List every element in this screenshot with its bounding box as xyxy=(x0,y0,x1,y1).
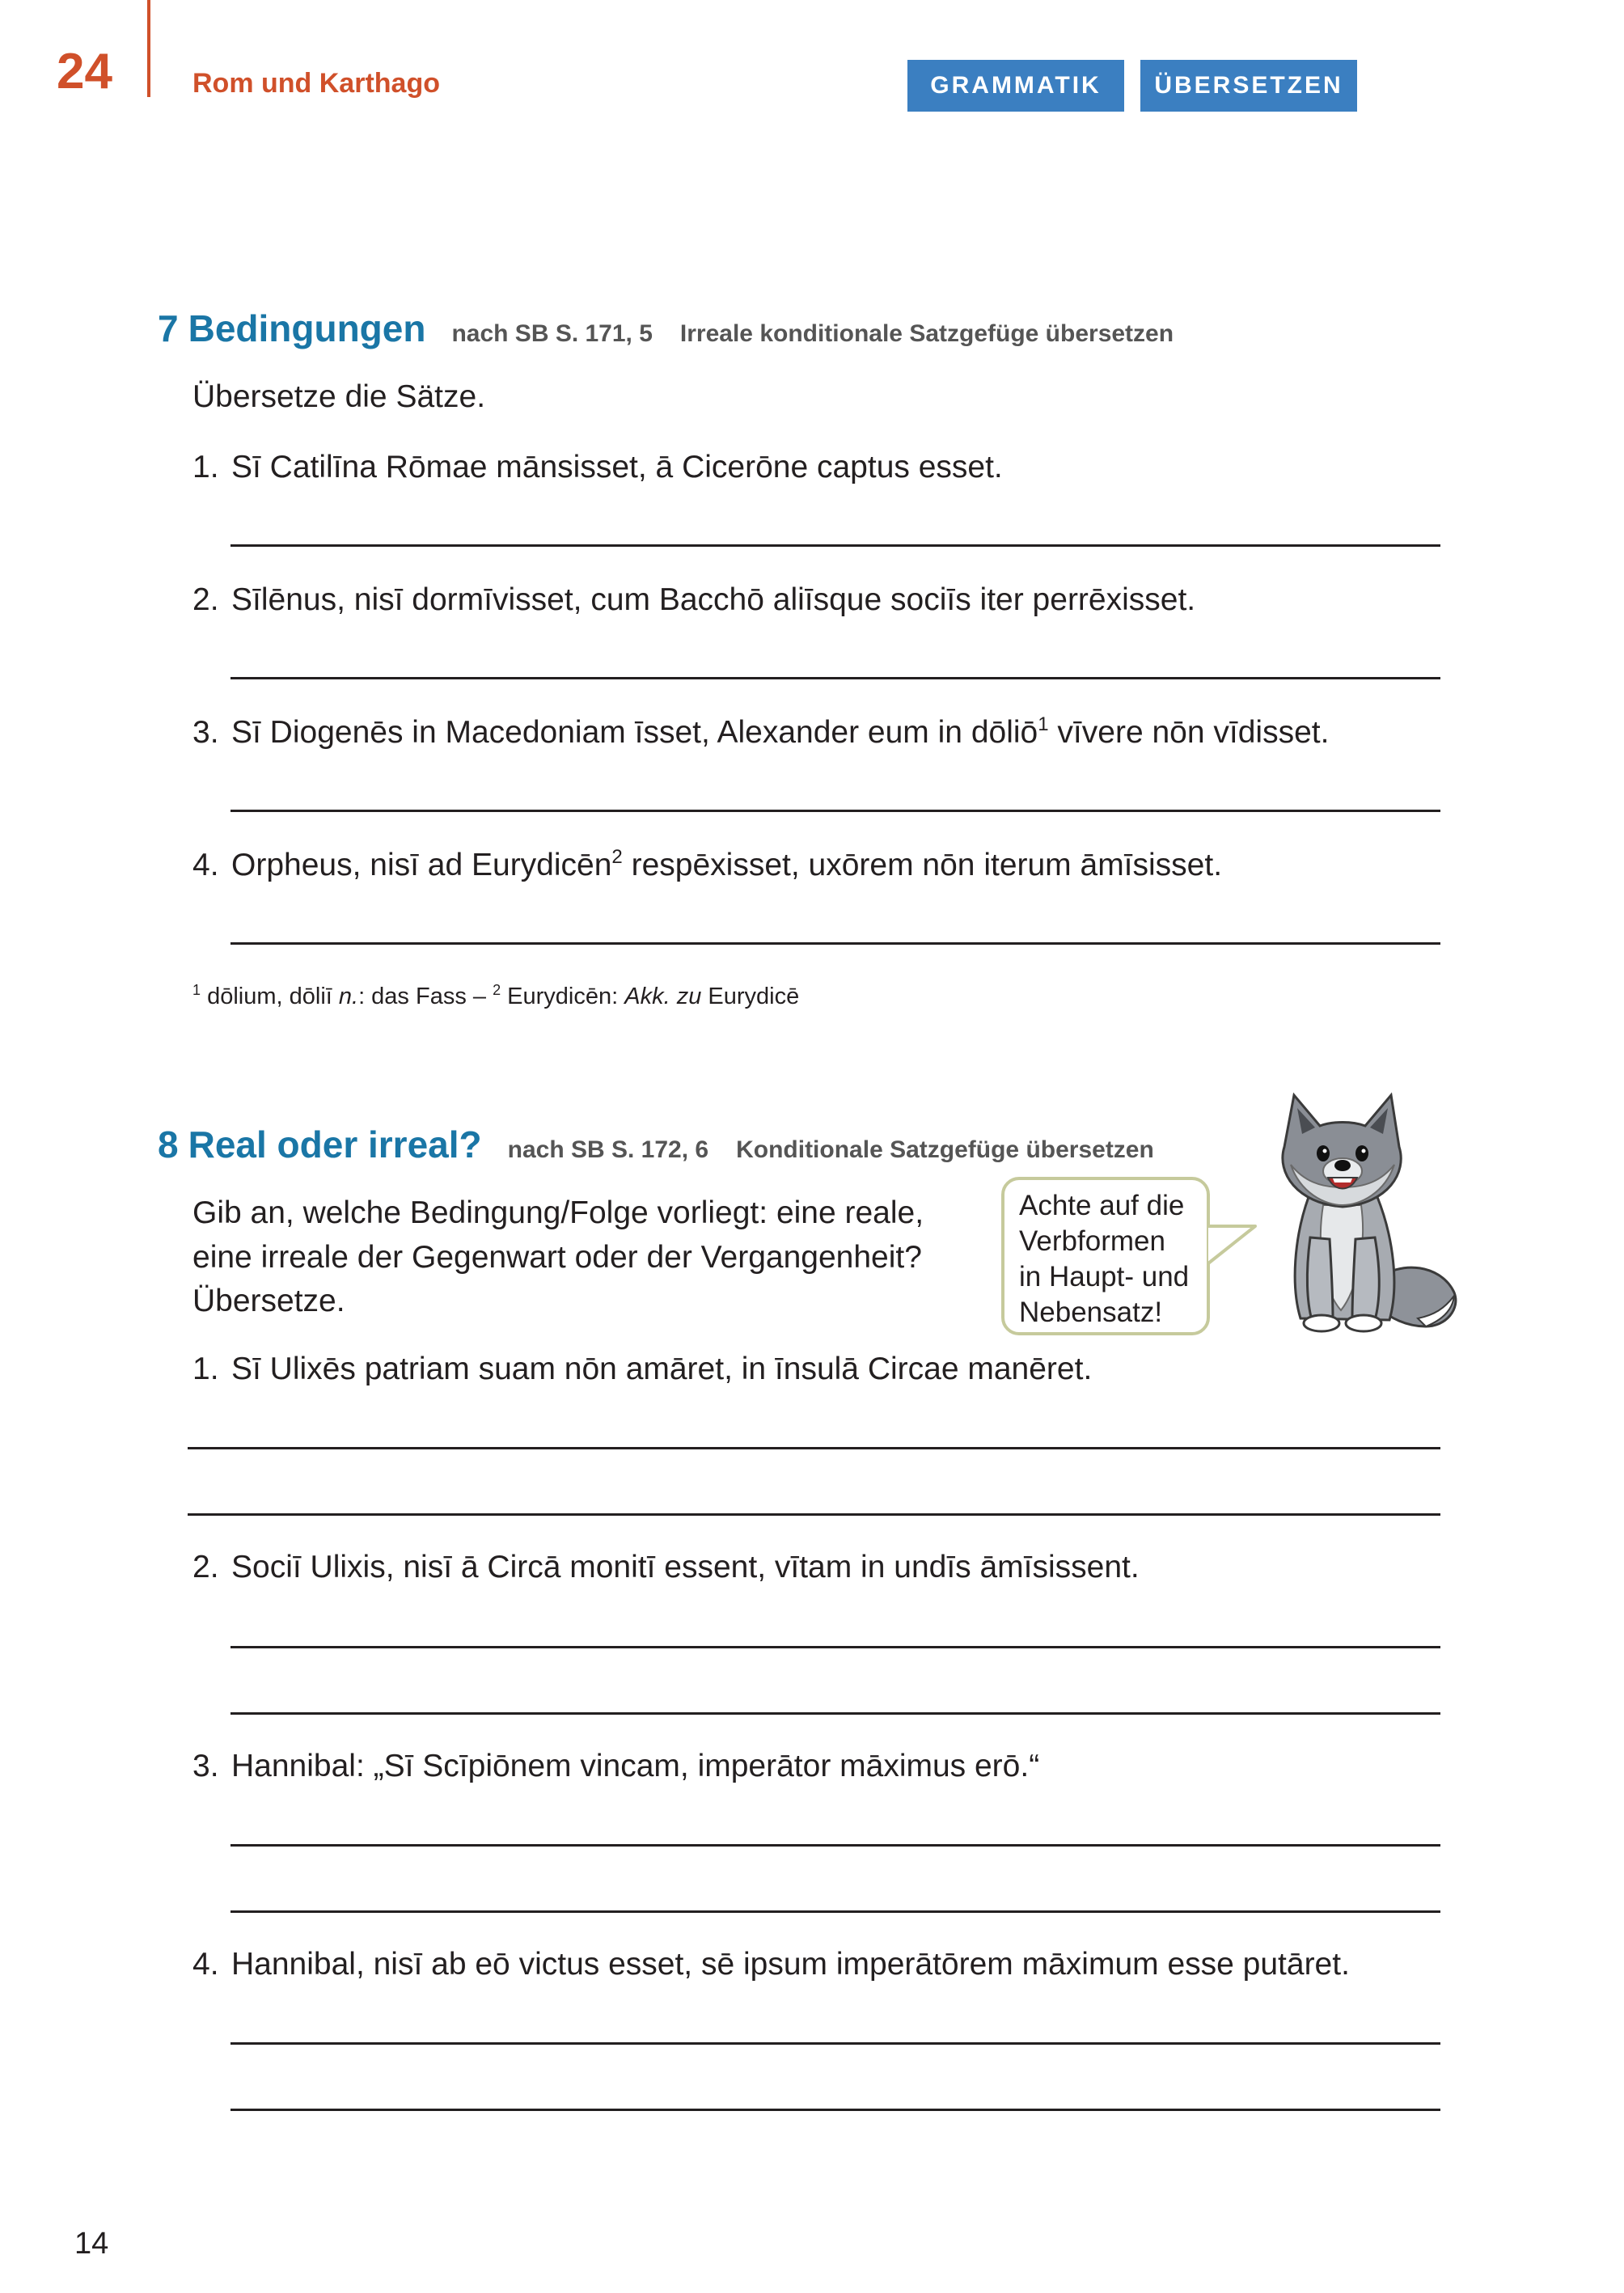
page-number: 14 xyxy=(74,2227,109,2261)
exercise-8-item-4: 4. Hannibal, nisī ab eō victus esset, sē ipsum imperātōrem māximum esse putāret. xyxy=(192,1947,1350,1982)
speech-bubble: Achte auf die Verbformen in Haupt- und Nebensatz! xyxy=(1001,1177,1210,1335)
exercise-reference: nach SB S. 172, 6 xyxy=(507,1136,709,1163)
answer-line[interactable] xyxy=(188,1513,1440,1516)
exercise-7-item-4: 4. Orpheus, nisī ad Eurydicēn$^2$ respēxisset, uxōrem nōn iterum āmīsisset. xyxy=(192,846,1223,882)
exercise-7-heading xyxy=(158,307,1174,349)
exercise-8-item-1: 1. Sī Ulixēs patriam suam nōn amāret, in īnsulā Circae manēret. xyxy=(192,1352,1093,1386)
unit-title: Rom und Karthago xyxy=(192,68,440,99)
exercise-7-item-3: 3. Sī Diogenēs in Macedoniam īsset, Alexander eum in dōliō$^1$ vīvere nōn vīdisset. xyxy=(192,713,1330,750)
answer-line[interactable] xyxy=(230,2042,1440,2045)
header-divider xyxy=(147,0,150,97)
answer-line[interactable] xyxy=(230,1844,1440,1847)
answer-line[interactable] xyxy=(230,1646,1440,1648)
exercise-number: 7 xyxy=(158,307,179,349)
exercise-title: Bedingungen xyxy=(188,307,426,349)
answer-line[interactable] xyxy=(230,677,1440,679)
exercise-7-item-2: 2. Sīlēnus, nisī dormīvisset, cum Bacchō aliīsque sociīs iter perrēxisset. xyxy=(192,582,1196,617)
exercise-reference: nach SB S. 171, 5 xyxy=(451,320,653,347)
exercise-topic: Konditionale Satzgefüge übersetzen xyxy=(736,1136,1154,1163)
exercise-number: 8 xyxy=(158,1123,179,1166)
unit-number: 24 xyxy=(57,44,112,99)
exercise-7-footnote: $^1$ dōlium, dōliī n.: das Fass – $^2$ Eurydicēn: Akk. zu Eurydicē xyxy=(192,982,800,1009)
answer-line[interactable] xyxy=(230,2109,1440,2111)
answer-line[interactable] xyxy=(230,942,1440,945)
exercise-title: Real oder irreal? xyxy=(188,1123,482,1166)
exercise-topic: Irreale konditionale Satzgefüge übersetzen xyxy=(679,320,1174,347)
exercise-7-instruction: Übersetze die Sätze. xyxy=(192,379,486,414)
tag-uebersetzen: ÜBERSETZEN xyxy=(1140,60,1357,112)
tag-grammatik: GRAMMATIK xyxy=(907,60,1124,112)
exercise-8-instruction: Gib an, welche Bedingung/Folge vorliegt: eine reale, eine irreale der Gegenwart oder der Vergangenheit? Übersetze. xyxy=(192,1195,924,1319)
answer-line[interactable] xyxy=(230,1910,1440,1913)
wolf-mascot-icon xyxy=(1252,1084,1462,1343)
footnote-marker: 1 xyxy=(1038,713,1049,735)
exercise-8-item-2: 2. Sociī Ulixis, nisī ā Circā monitī essent, vītam in undīs āmīsissent. xyxy=(192,1550,1140,1584)
answer-line[interactable] xyxy=(188,1447,1440,1449)
exercise-7-item-1: 1. Sī Catilīna Rōmae mānsisset, ā Cicerōne captus esset. xyxy=(192,450,1003,484)
answer-line[interactable] xyxy=(230,1712,1440,1715)
answer-line[interactable] xyxy=(230,544,1440,547)
answer-line[interactable] xyxy=(230,810,1440,812)
exercise-8-heading xyxy=(158,1123,1154,1166)
footnote-marker: 2 xyxy=(611,846,623,868)
exercise-8-item-3: 3. Hannibal: „Sī Scīpiōnem vincam, imperātor māximus erō.“ xyxy=(192,1749,1040,1783)
